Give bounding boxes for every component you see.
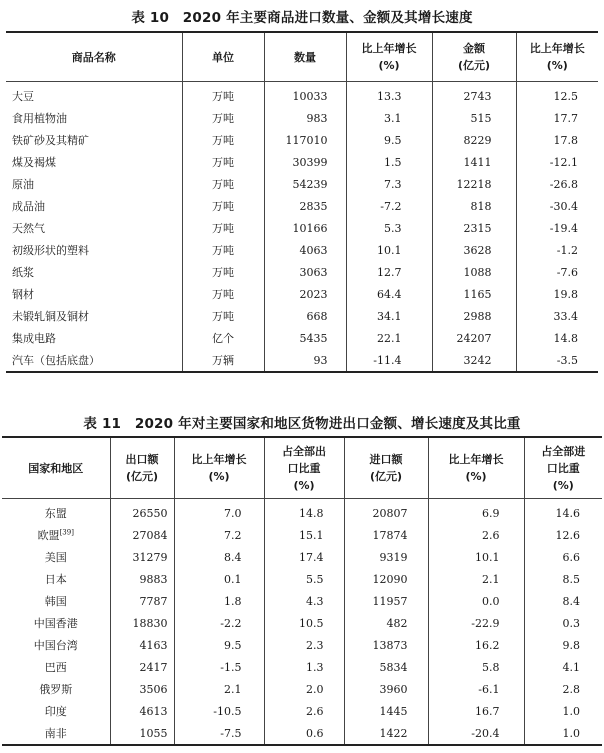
quantity-growth-cell: 5.3	[346, 217, 432, 239]
commodity-name-cell: 未锻轧铜及铜材	[12, 310, 89, 323]
quantity-cell: 30399	[264, 151, 346, 173]
region-name: 欧盟	[37, 529, 60, 542]
import-growth-cell: 2.6	[428, 524, 524, 546]
quantity-growth-cell: -7.2	[346, 195, 432, 217]
amount-cell: 515	[432, 107, 516, 129]
export-share-cell: 0.6	[264, 722, 344, 745]
amount-growth-cell: 19.8	[516, 283, 598, 305]
quantity-cell: 668	[264, 305, 346, 327]
quantity-cell: 54239	[264, 173, 346, 195]
unit-cell: 万吨	[182, 217, 264, 239]
import-amount-cell: 20807	[344, 499, 428, 525]
region-name: 日本	[44, 573, 67, 586]
amount-growth-cell: -1.2	[516, 239, 598, 261]
import-share-cell: 4.1	[524, 656, 602, 678]
table-row	[2, 546, 602, 568]
import-share-cell: 6.6	[524, 546, 602, 568]
quantity-cell: 2835	[264, 195, 346, 217]
import-share-cell: 9.8	[524, 634, 602, 656]
amount-cell: 1165	[432, 283, 516, 305]
region-name: 美国	[44, 551, 67, 564]
quantity-growth-cell: 12.7	[346, 261, 432, 283]
export-amount-cell: 2417	[110, 656, 174, 678]
amount-cell: 3628	[432, 239, 516, 261]
table-row	[6, 195, 598, 217]
header-region: 国家和地区	[2, 437, 110, 499]
import-growth-cell: 5.8	[428, 656, 524, 678]
import-amount-cell: 9319	[344, 546, 428, 568]
export-amount-cell: 1055	[110, 722, 174, 745]
header-import-share: 占全部进 口比重 (%)	[524, 437, 602, 499]
export-growth-cell: 7.0	[174, 499, 264, 525]
header-export-growth: 比上年增长 (%)	[174, 437, 264, 499]
table10-import-commodities	[6, 31, 598, 373]
export-amount-cell: 26550	[110, 499, 174, 525]
table-row	[6, 129, 598, 151]
import-growth-cell: -22.9	[428, 612, 524, 634]
table-row	[2, 656, 602, 678]
amount-growth-cell: 14.8	[516, 327, 598, 349]
table-row	[6, 239, 598, 261]
import-share-cell: 8.5	[524, 568, 602, 590]
region-name: 南非	[44, 727, 67, 740]
export-share-cell: 17.4	[264, 546, 344, 568]
import-growth-cell: 6.9	[428, 499, 524, 525]
quantity-growth-cell: 34.1	[346, 305, 432, 327]
quantity-cell: 3063	[264, 261, 346, 283]
import-share-cell: 1.0	[524, 722, 602, 745]
amount-cell: 1088	[432, 261, 516, 283]
quantity-growth-cell: 64.4	[346, 283, 432, 305]
unit-cell: 万吨	[182, 129, 264, 151]
export-growth-cell: -10.5	[174, 700, 264, 722]
export-share-cell: 15.1	[264, 524, 344, 546]
commodity-name-cell: 天然气	[12, 222, 45, 235]
quantity-cell: 5435	[264, 327, 346, 349]
unit-cell: 万吨	[182, 305, 264, 327]
commodity-name-cell: 集成电路	[12, 332, 56, 345]
export-share-cell: 4.3	[264, 590, 344, 612]
quantity-cell: 2023	[264, 283, 346, 305]
import-growth-cell: 10.1	[428, 546, 524, 568]
commodity-name-cell: 铁矿砂及其精矿	[12, 134, 89, 147]
header-quantity: 数量	[264, 32, 346, 82]
region-cell	[2, 612, 110, 634]
table-row	[6, 173, 598, 195]
footnote-ref: [39]	[59, 528, 74, 537]
table11-header-row	[2, 437, 602, 499]
amount-growth-cell: 12.5	[516, 82, 598, 108]
region-cell	[2, 722, 110, 745]
import-share-cell: 12.6	[524, 524, 602, 546]
export-growth-cell: 1.8	[174, 590, 264, 612]
table-row	[6, 261, 598, 283]
export-growth-cell: -2.2	[174, 612, 264, 634]
quantity-growth-cell: 10.1	[346, 239, 432, 261]
unit-cell: 万吨	[182, 107, 264, 129]
quantity-cell: 10166	[264, 217, 346, 239]
amount-cell: 818	[432, 195, 516, 217]
import-growth-cell: 16.2	[428, 634, 524, 656]
table-row	[2, 612, 602, 634]
header-commodity-name: 商品名称	[6, 32, 182, 82]
region-cell	[2, 678, 110, 700]
import-amount-cell: 1422	[344, 722, 428, 745]
export-growth-cell: 8.4	[174, 546, 264, 568]
import-amount-cell: 13873	[344, 634, 428, 656]
export-share-cell: 2.0	[264, 678, 344, 700]
commodity-name-cell: 初级形状的塑料	[12, 244, 89, 257]
export-growth-cell: 0.1	[174, 568, 264, 590]
export-amount-cell: 31279	[110, 546, 174, 568]
region-cell	[2, 634, 110, 656]
import-amount-cell: 1445	[344, 700, 428, 722]
region-name: 印度	[44, 705, 67, 718]
import-growth-cell: -6.1	[428, 678, 524, 700]
commodity-name-cell: 原油	[12, 178, 34, 191]
amount-growth-cell: -7.6	[516, 261, 598, 283]
import-growth-cell: -20.4	[428, 722, 524, 745]
export-share-cell: 14.8	[264, 499, 344, 525]
region-name: 中国台湾	[33, 639, 78, 652]
table-row	[2, 722, 602, 745]
amount-growth-cell: 17.7	[516, 107, 598, 129]
region-cell	[2, 546, 110, 568]
region-cell	[2, 499, 110, 525]
export-growth-cell: -7.5	[174, 722, 264, 745]
export-growth-cell: 9.5	[174, 634, 264, 656]
table-row	[2, 700, 602, 722]
import-amount-cell: 17874	[344, 524, 428, 546]
export-growth-cell: -1.5	[174, 656, 264, 678]
table-row	[6, 349, 598, 372]
export-share-cell: 1.3	[264, 656, 344, 678]
region-cell	[2, 524, 110, 546]
commodity-name-cell: 纸浆	[12, 266, 34, 279]
amount-growth-cell: 17.8	[516, 129, 598, 151]
amount-growth-cell: -3.5	[516, 349, 598, 372]
export-amount-cell: 7787	[110, 590, 174, 612]
quantity-growth-cell: 7.3	[346, 173, 432, 195]
region-name: 韩国	[44, 595, 67, 608]
table-row	[2, 524, 602, 546]
table-row	[2, 678, 602, 700]
unit-cell: 万吨	[182, 82, 264, 108]
import-amount-cell: 482	[344, 612, 428, 634]
export-amount-cell: 4613	[110, 700, 174, 722]
commodity-name-cell: 钢材	[12, 288, 34, 301]
table-row	[6, 217, 598, 239]
export-amount-cell: 3506	[110, 678, 174, 700]
import-share-cell: 2.8	[524, 678, 602, 700]
amount-growth-cell: -30.4	[516, 195, 598, 217]
export-growth-cell: 7.2	[174, 524, 264, 546]
commodity-name-cell: 食用植物油	[12, 112, 67, 125]
amount-cell: 2743	[432, 82, 516, 108]
amount-cell: 1411	[432, 151, 516, 173]
region-cell	[2, 568, 110, 590]
amount-growth-cell: 33.4	[516, 305, 598, 327]
header-export-amount: 出口额 (亿元)	[110, 437, 174, 499]
quantity-growth-cell: -11.4	[346, 349, 432, 372]
table-row	[2, 499, 602, 525]
quantity-growth-cell: 22.1	[346, 327, 432, 349]
unit-cell: 万吨	[182, 151, 264, 173]
header-unit: 单位	[182, 32, 264, 82]
export-share-cell: 10.5	[264, 612, 344, 634]
import-amount-cell: 11957	[344, 590, 428, 612]
region-name: 中国香港	[33, 617, 78, 630]
quantity-growth-cell: 9.5	[346, 129, 432, 151]
table-row	[6, 107, 598, 129]
quantity-growth-cell: 3.1	[346, 107, 432, 129]
header-amount: 金额 (亿元)	[432, 32, 516, 82]
amount-cell: 2315	[432, 217, 516, 239]
region-name: 东盟	[44, 507, 67, 520]
commodity-name-cell: 汽车（包括底盘）	[12, 354, 100, 367]
export-amount-cell: 9883	[110, 568, 174, 590]
unit-cell: 万吨	[182, 239, 264, 261]
export-share-cell: 5.5	[264, 568, 344, 590]
import-share-cell: 0.3	[524, 612, 602, 634]
header-import-amount: 进口额 (亿元)	[344, 437, 428, 499]
region-cell	[2, 656, 110, 678]
import-share-cell: 14.6	[524, 499, 602, 525]
commodity-name-cell: 大豆	[12, 90, 34, 103]
table-row	[2, 634, 602, 656]
amount-cell: 24207	[432, 327, 516, 349]
header-amount-growth: 比上年增长 (%)	[516, 32, 598, 82]
amount-cell: 2988	[432, 305, 516, 327]
header-export-share: 占全部出 口比重 (%)	[264, 437, 344, 499]
region-name: 巴西	[44, 661, 67, 674]
table10-header-row	[6, 32, 598, 82]
quantity-cell: 10033	[264, 82, 346, 108]
import-growth-cell: 2.1	[428, 568, 524, 590]
unit-cell: 亿个	[182, 327, 264, 349]
header-import-growth: 比上年增长 (%)	[428, 437, 524, 499]
table11-trade-by-region	[2, 436, 602, 746]
quantity-growth-cell: 13.3	[346, 82, 432, 108]
region-cell	[2, 590, 110, 612]
unit-cell: 万吨	[182, 195, 264, 217]
amount-cell: 8229	[432, 129, 516, 151]
commodity-name-cell: 成品油	[12, 200, 45, 213]
table-row	[6, 327, 598, 349]
import-growth-cell: 0.0	[428, 590, 524, 612]
table11-title: 表 11 2020 年对主要国家和地区货物进出口金额、增长速度及其比重	[83, 416, 521, 432]
table-row	[6, 305, 598, 327]
amount-growth-cell: -19.4	[516, 217, 598, 239]
amount-cell: 12218	[432, 173, 516, 195]
table-row	[6, 283, 598, 305]
table-row	[6, 151, 598, 173]
import-growth-cell: 16.7	[428, 700, 524, 722]
table-row	[2, 590, 602, 612]
import-amount-cell: 3960	[344, 678, 428, 700]
unit-cell: 万吨	[182, 261, 264, 283]
export-amount-cell: 18830	[110, 612, 174, 634]
export-amount-cell: 27084	[110, 524, 174, 546]
table10-title: 表 10 2020 年主要商品进口数量、金额及其增长速度	[131, 10, 473, 26]
amount-growth-cell: -12.1	[516, 151, 598, 173]
import-share-cell: 8.4	[524, 590, 602, 612]
commodity-name-cell: 煤及褐煤	[12, 156, 56, 169]
quantity-cell: 983	[264, 107, 346, 129]
region-name: 俄罗斯	[39, 683, 73, 696]
quantity-growth-cell: 1.5	[346, 151, 432, 173]
export-amount-cell: 4163	[110, 634, 174, 656]
import-amount-cell: 12090	[344, 568, 428, 590]
export-share-cell: 2.6	[264, 700, 344, 722]
import-share-cell: 1.0	[524, 700, 602, 722]
quantity-cell: 93	[264, 349, 346, 372]
amount-cell: 3242	[432, 349, 516, 372]
quantity-cell: 117010	[264, 129, 346, 151]
region-cell	[2, 700, 110, 722]
header-quantity-growth: 比上年增长 (%)	[346, 32, 432, 82]
amount-growth-cell: -26.8	[516, 173, 598, 195]
export-growth-cell: 2.1	[174, 678, 264, 700]
unit-cell: 万辆	[182, 349, 264, 372]
unit-cell: 万吨	[182, 283, 264, 305]
unit-cell: 万吨	[182, 173, 264, 195]
table-row	[2, 568, 602, 590]
table-row	[6, 82, 598, 108]
import-amount-cell: 5834	[344, 656, 428, 678]
export-share-cell: 2.3	[264, 634, 344, 656]
quantity-cell: 4063	[264, 239, 346, 261]
